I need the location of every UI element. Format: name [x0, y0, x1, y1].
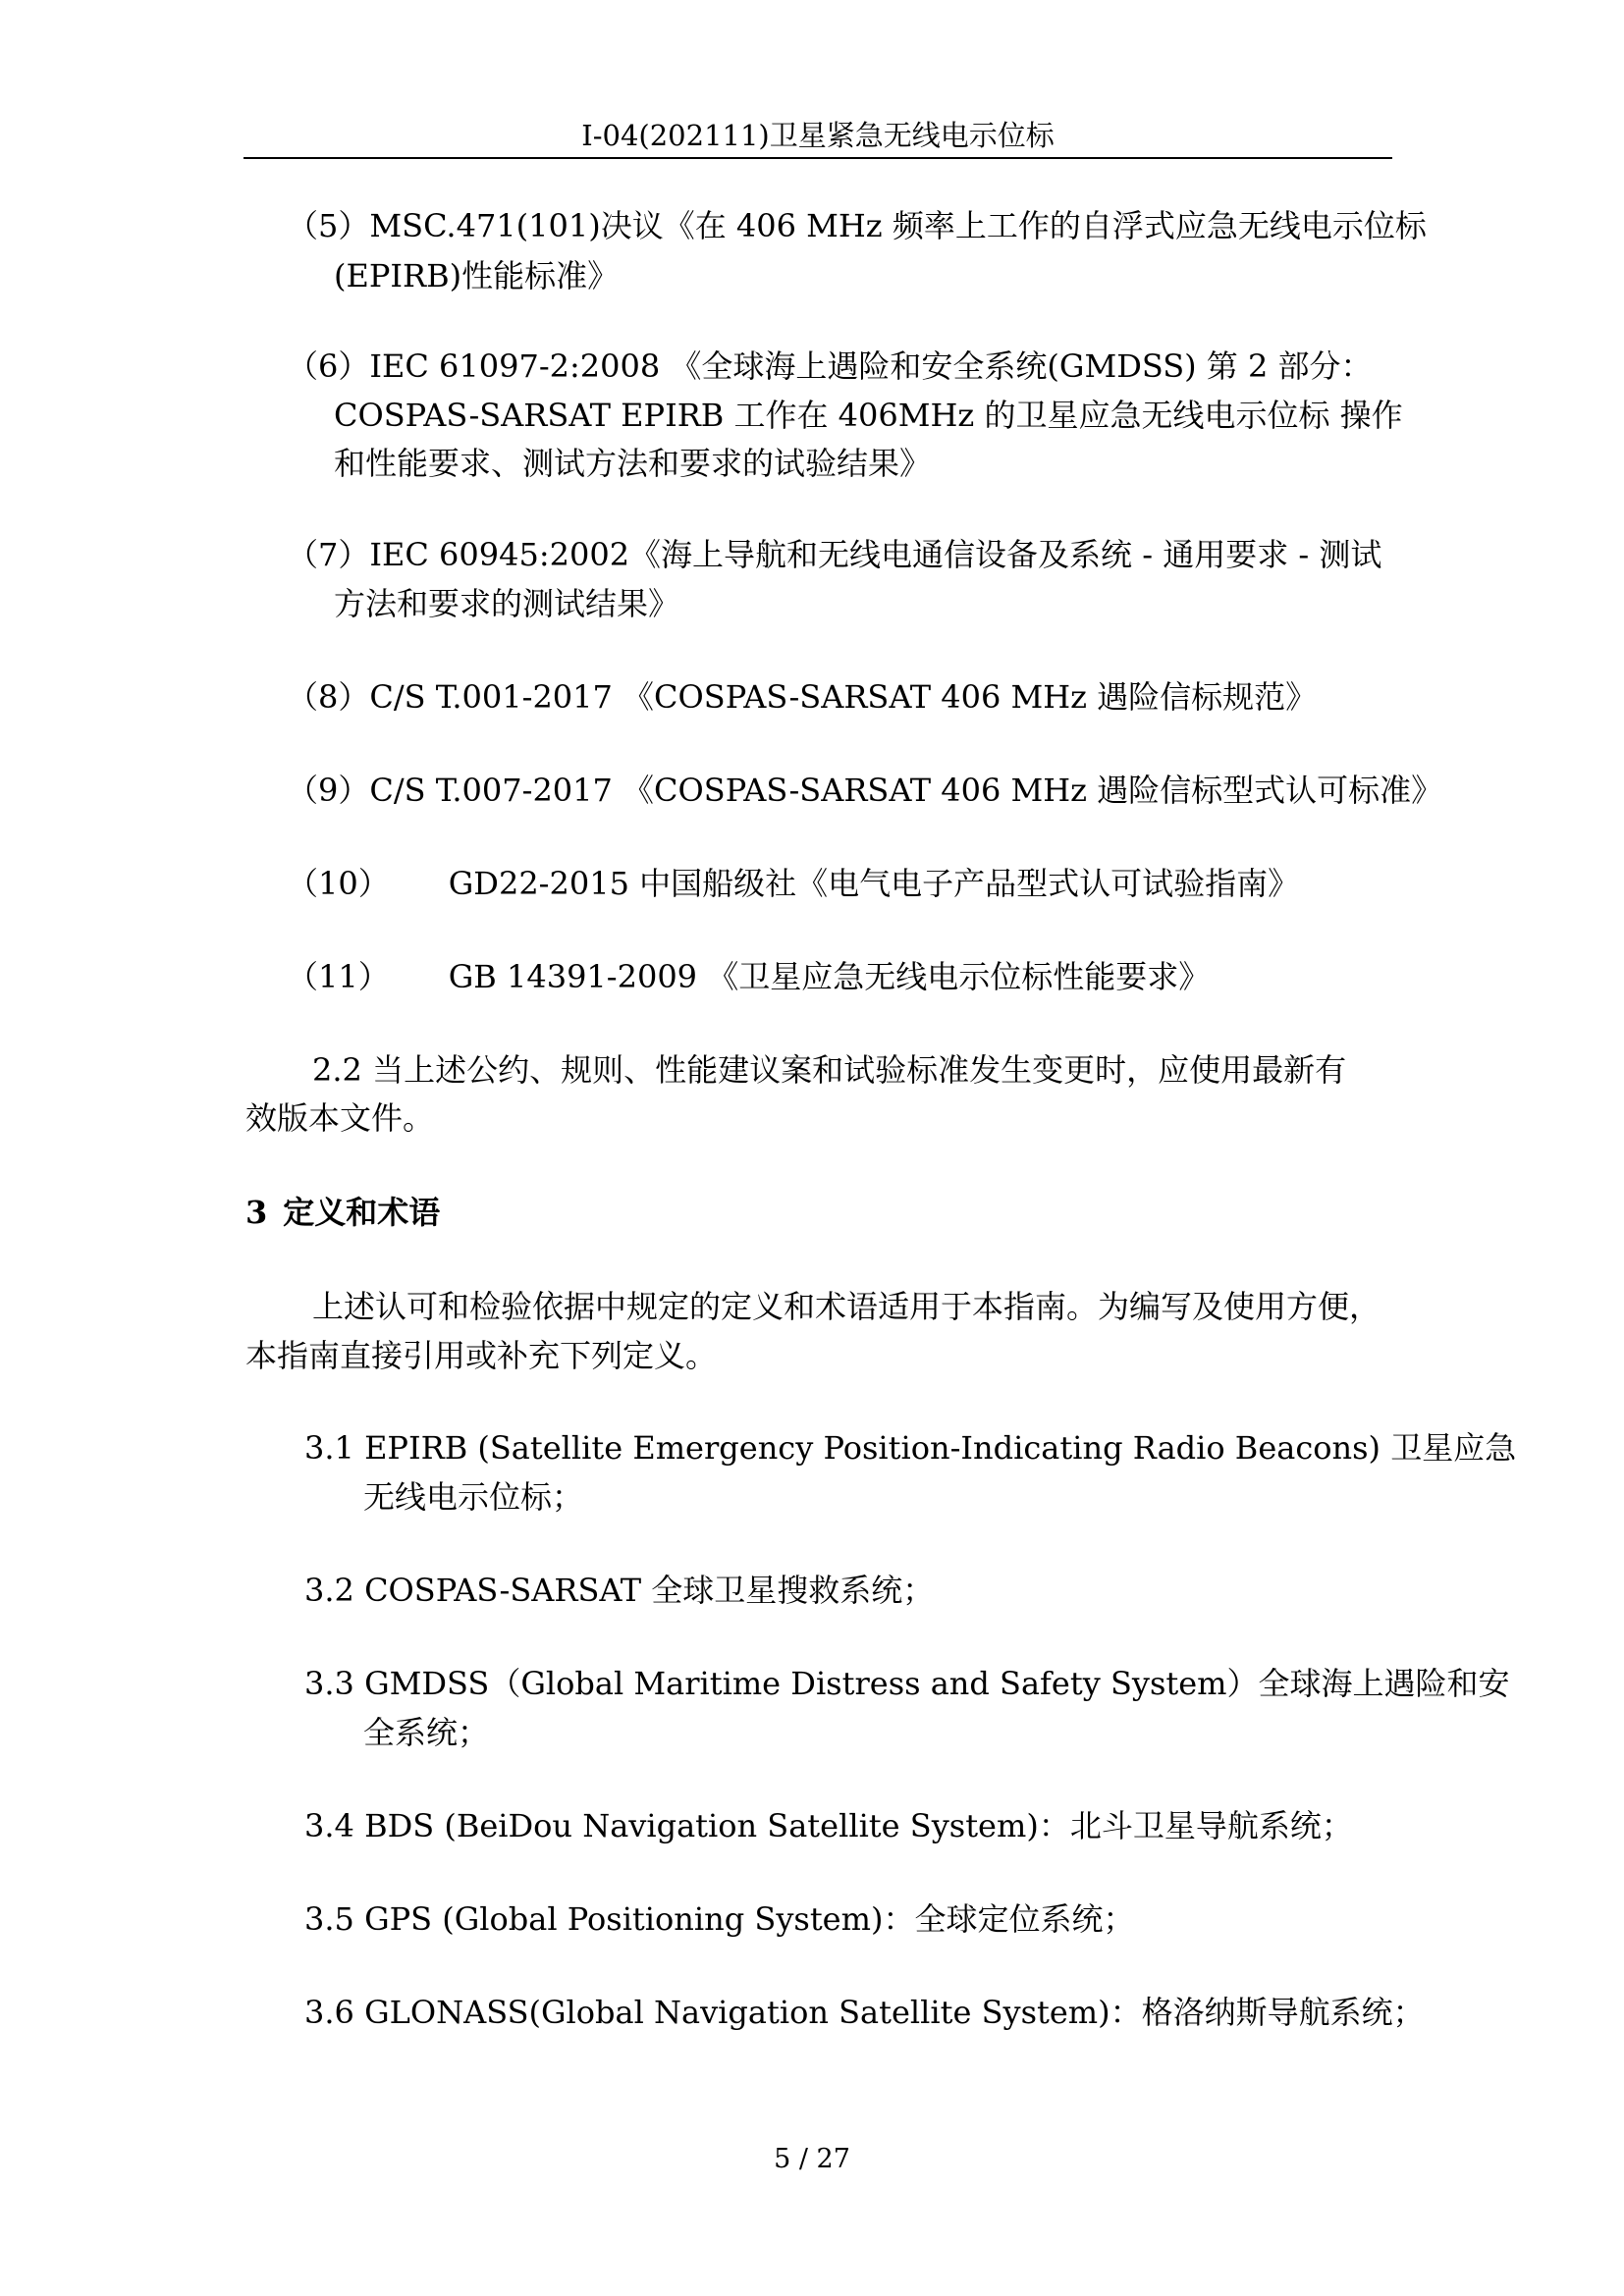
- page-header: I-04(202111)卫星紧急无线电示位标: [581, 119, 1055, 152]
- definition-item: [304, 1801, 1353, 1850]
- definition-item: [304, 1988, 1425, 2037]
- clause-2-2-continued: 效版本文件。: [245, 1099, 435, 1137]
- reference-text-continued: COSPAS-SARSAT EPIRB 工作在 406MHz 的卫星应急无线电示位标 操作: [334, 397, 1403, 434]
- reference-item: [287, 859, 1299, 908]
- reference-text: GB 14391-2009 《卫星应急无线电示位标性能要求》: [448, 958, 1211, 995]
- definition-text: COSPAS-SARSAT 全球卫星搜救系统；: [364, 1572, 935, 1609]
- reference-text: GD22-2015 中国船级社《电气电子产品型式认可试验指南》: [448, 865, 1300, 902]
- definition-text: GMDSS（Global Maritime Distress and Safety System）全球海上遇险和安: [364, 1665, 1510, 1702]
- reference-item: [287, 342, 1373, 391]
- reference-marker: （5）: [287, 207, 370, 244]
- clause-2-2: 2.2 当上述公约、规则、性能建议案和试验标准发生变更时，应使用最新有: [312, 1051, 1347, 1089]
- reference-text-continued: (EPIRB)性能标准》: [334, 257, 620, 294]
- reference-text: MSC.471(101)决议《在 406 MHz 频率上工作的自浮式应急无线电示位标: [369, 207, 1427, 244]
- reference-marker: （9）: [287, 772, 370, 809]
- definition-item: [304, 1423, 1516, 1472]
- reference-item: [287, 952, 1210, 1001]
- definition-item: [304, 1566, 934, 1615]
- reference-marker: （10）: [287, 865, 390, 902]
- definition-text-continued: 全系统；: [363, 1714, 490, 1751]
- definition-text: EPIRB (Satellite Emergency Position-Indicating Radio Beacons) 卫星应急: [364, 1429, 1517, 1467]
- reference-marker: （6）: [287, 347, 370, 385]
- definition-text: GLONASS(Global Navigation Satellite System)：格洛纳斯导航系统；: [364, 1994, 1425, 2031]
- definition-text: BDS (BeiDou Navigation Satellite System)：北斗卫星导航系统；: [364, 1807, 1353, 1844]
- page-number: 5 / 27: [774, 2144, 850, 2174]
- reference-text: IEC 61097-2:2008 《全球海上遇险和安全系统(GMDSS) 第 2 部分：: [369, 347, 1373, 385]
- definition-number: 3.2: [304, 1572, 354, 1609]
- definition-item: [304, 1659, 1510, 1708]
- section-intro-continued: 本指南直接引用或补充下列定义。: [245, 1337, 718, 1374]
- reference-text-continued: 和性能要求、测试方法和要求的试验结果》: [334, 445, 932, 482]
- section-title: 定义和术语: [283, 1194, 441, 1231]
- definition-number: 3.4: [304, 1807, 354, 1844]
- section-intro: 上述认可和检验依据中规定的定义和术语适用于本指南。为编写及使用方便，: [312, 1288, 1381, 1325]
- definition-number: 3.6: [304, 1994, 354, 2031]
- definition-number: 3.3: [304, 1665, 354, 1702]
- section-number: 3: [245, 1194, 268, 1231]
- reference-text: C/S T.007-2017 《COSPAS-SARSAT 406 MHz 遇险信标型式认可标准》: [369, 772, 1443, 809]
- definition-item: [304, 1895, 1134, 1944]
- reference-item: [287, 766, 1442, 815]
- header-divider: [244, 157, 1392, 159]
- reference-text: C/S T.001-2017 《COSPAS-SARSAT 406 MHz 遇险信标规范》: [369, 678, 1318, 716]
- reference-text-continued: 方法和要求的测试结果》: [334, 585, 680, 622]
- reference-marker: （8）: [287, 678, 370, 716]
- reference-marker: （11）: [287, 958, 390, 995]
- definition-text: GPS (Global Positioning System)：全球定位系统；: [364, 1900, 1135, 1938]
- section-heading: [245, 1188, 440, 1237]
- reference-marker: （7）: [287, 536, 370, 573]
- definition-number: 3.1: [304, 1429, 354, 1467]
- definition-number: 3.5: [304, 1900, 354, 1938]
- reference-item: [287, 672, 1317, 721]
- definition-text-continued: 无线电示位标；: [363, 1478, 584, 1516]
- reference-item: [287, 530, 1381, 579]
- reference-item: [287, 201, 1427, 250]
- reference-text: IEC 60945:2002《海上导航和无线电通信设备及系统 - 通用要求 - 测试: [369, 536, 1382, 573]
